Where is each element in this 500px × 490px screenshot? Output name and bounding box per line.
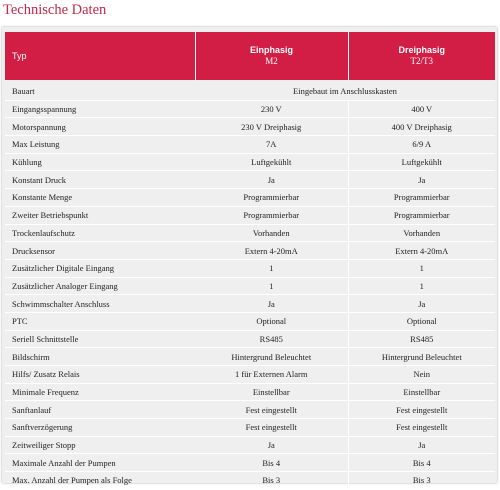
row-label: Minimale Frequenz	[5, 383, 195, 401]
row-value-einphasig: 1	[195, 277, 348, 295]
header-einphasig-model: M2	[265, 56, 278, 66]
table-row	[5, 136, 495, 154]
row-value-einphasig: Ja	[195, 436, 348, 454]
row-label: Zusätzlicher Digitale Eingang	[5, 259, 195, 277]
row-value-einphasig: Einstellbar	[195, 383, 348, 401]
row-label: Trockenlaufschutz	[5, 224, 195, 242]
row-value-einphasig: 1	[195, 259, 348, 277]
spec-table-panel	[2, 27, 497, 486]
row-value-dreiphasig: Extern 4-20mA	[348, 242, 495, 260]
row-label: Bauart	[5, 80, 195, 100]
table-row	[5, 259, 495, 277]
row-value-einphasig: Fest eingestellt	[195, 419, 348, 437]
row-label: Motorspannung	[5, 118, 195, 136]
row-value-dreiphasig: Ja	[348, 436, 495, 454]
table-row	[5, 171, 495, 189]
table-row	[5, 80, 495, 100]
row-value-dreiphasig: Fest eingestellt	[348, 419, 495, 437]
row-value-einphasig: Optional	[195, 312, 348, 330]
row-value-einphasig: Ja	[195, 171, 348, 189]
row-value-einphasig: Ja	[195, 295, 348, 313]
header-dreiphasig-model: T2/T3	[410, 56, 433, 66]
table-row	[5, 419, 495, 437]
table-row	[5, 295, 495, 313]
row-value-dreiphasig: Nein	[348, 366, 495, 384]
row-label: Konstant Druck	[5, 171, 195, 189]
row-value-einphasig: 230 V	[195, 100, 348, 118]
row-value-einphasig: Programmierbar	[195, 206, 348, 224]
table-row	[5, 401, 495, 419]
row-value-dreiphasig: Luftgekühlt	[348, 153, 495, 171]
header-typ: Typ	[5, 32, 195, 80]
row-value-dreiphasig: Programmierbar	[348, 189, 495, 207]
row-value-einphasig: 1 für Externen Alarm	[195, 366, 348, 384]
row-value-einphasig: Bis 4	[195, 454, 348, 472]
spec-table-body	[5, 80, 495, 489]
row-value-einphasig: 230 V Dreiphasig	[195, 118, 348, 136]
row-value-einphasig: Hintergrund Beleuchtet	[195, 348, 348, 366]
row-value-dreiphasig: Bis 3	[348, 472, 495, 490]
spec-table-header	[5, 32, 495, 80]
row-value-einphasig: Vorhanden	[195, 224, 348, 242]
row-label: Drucksensor	[5, 242, 195, 260]
page-title: Technische Daten	[3, 2, 107, 18]
row-value-dreiphasig: 400 V Dreiphasig	[348, 118, 495, 136]
row-value-dreiphasig: 1	[348, 259, 495, 277]
table-row	[5, 189, 495, 207]
row-label: Max Leistung	[5, 136, 195, 154]
row-value-dreiphasig: 6/9 A	[348, 136, 495, 154]
row-value-einphasig: Bis 3	[195, 472, 348, 490]
row-value-einphasig: Luftgekühlt	[195, 153, 348, 171]
row-value-dreiphasig: Fest eingestellt	[348, 401, 495, 419]
spec-table	[5, 32, 495, 490]
table-row	[5, 100, 495, 118]
row-label: Eingangsspannung	[5, 100, 195, 118]
table-row	[5, 454, 495, 472]
table-row	[5, 348, 495, 366]
row-value-dreiphasig: Hintergrund Beleuchtet	[348, 348, 495, 366]
header-einphasig	[195, 32, 348, 80]
row-label: Seriell Schnittstelle	[5, 330, 195, 348]
row-value-dreiphasig: RS485	[348, 330, 495, 348]
row-label: PTC	[5, 312, 195, 330]
row-value-merged: Eingebaut im Anschlusskasten	[195, 80, 495, 100]
table-row	[5, 472, 495, 490]
row-label: Kühlung	[5, 153, 195, 171]
table-row	[5, 277, 495, 295]
row-value-einphasig: 7A	[195, 136, 348, 154]
table-row	[5, 330, 495, 348]
row-value-einphasig: Extern 4-20mA	[195, 242, 348, 260]
row-label: Max. Anzahl der Pumpen als Folge	[5, 472, 195, 490]
table-row	[5, 312, 495, 330]
table-row	[5, 206, 495, 224]
row-label: Sanftverzögerung	[5, 419, 195, 437]
table-row	[5, 436, 495, 454]
row-label: Schwimmschalter Anschluss	[5, 295, 195, 313]
table-row	[5, 153, 495, 171]
header-dreiphasig	[348, 32, 495, 80]
row-value-einphasig: Programmierbar	[195, 189, 348, 207]
row-label: Maximale Anzahl der Pumpen	[5, 454, 195, 472]
row-label: Hilfs/ Zusatz Relais	[5, 366, 195, 384]
row-label: Zweiter Betriebspunkt	[5, 206, 195, 224]
row-value-dreiphasig: Programmierbar	[348, 206, 495, 224]
table-row	[5, 224, 495, 242]
row-value-einphasig: RS485	[195, 330, 348, 348]
row-value-dreiphasig: Ja	[348, 295, 495, 313]
row-value-dreiphasig: Einstellbar	[348, 383, 495, 401]
row-value-einphasig: Fest eingestellt	[195, 401, 348, 419]
row-value-dreiphasig: 1	[348, 277, 495, 295]
table-row	[5, 242, 495, 260]
row-value-dreiphasig: Vorhanden	[348, 224, 495, 242]
row-value-dreiphasig: Optional	[348, 312, 495, 330]
header-einphasig-label: Einphasig	[249, 45, 293, 55]
table-row	[5, 118, 495, 136]
header-dreiphasig-label: Dreiphasig	[398, 45, 445, 55]
row-value-dreiphasig: Ja	[348, 171, 495, 189]
row-label: Sanftanlauf	[5, 401, 195, 419]
table-row	[5, 366, 495, 384]
row-label: Bildschirm	[5, 348, 195, 366]
row-value-dreiphasig: 400 V	[348, 100, 495, 118]
table-row	[5, 383, 495, 401]
row-label: Konstante Menge	[5, 189, 195, 207]
row-value-dreiphasig: Bis 4	[348, 454, 495, 472]
row-label: Zeitweiliger Stopp	[5, 436, 195, 454]
row-label: Zusätzlicher Analoger Eingang	[5, 277, 195, 295]
